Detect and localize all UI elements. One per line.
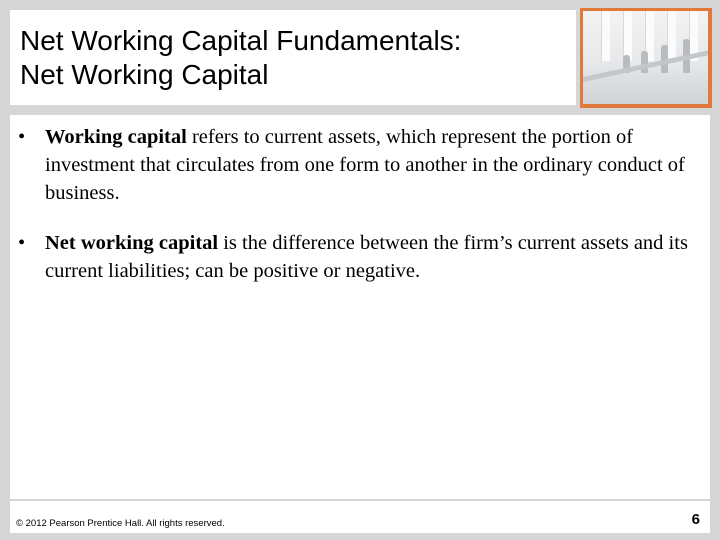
window-pane	[601, 11, 610, 61]
bullet-item	[18, 229, 698, 285]
copyright-notice: © 2012 Pearson Prentice Hall. All rights reserved.	[16, 518, 225, 529]
slide-title-line-1: Net Working Capital Fundamentals:	[20, 25, 462, 56]
bullet-item	[18, 123, 698, 207]
bullet-dot: •	[18, 126, 26, 148]
bullet-text: is the difference between the firm’s current assets and its current liabilities; can be positive or negative.	[45, 232, 688, 282]
slide-title	[20, 24, 570, 92]
window-pane	[667, 11, 676, 61]
bullet-text: refers to current assets, which represent the portion of investment that circulates from one form to another in the ordinary conduct of business.	[45, 126, 685, 204]
title-panel	[10, 10, 576, 105]
bullet-list	[18, 123, 698, 307]
bullet-term: Net working capital	[45, 232, 219, 254]
footer	[10, 501, 710, 533]
bullet-term: Working capital	[45, 126, 187, 148]
chair	[641, 51, 648, 73]
conference-room-photo	[583, 11, 708, 104]
slide-title-line-2: Net Working Capital	[20, 59, 269, 90]
content-panel	[10, 115, 710, 499]
page-number: 6	[691, 511, 700, 528]
bullet-dot: •	[18, 232, 26, 254]
window-pane	[623, 11, 632, 61]
